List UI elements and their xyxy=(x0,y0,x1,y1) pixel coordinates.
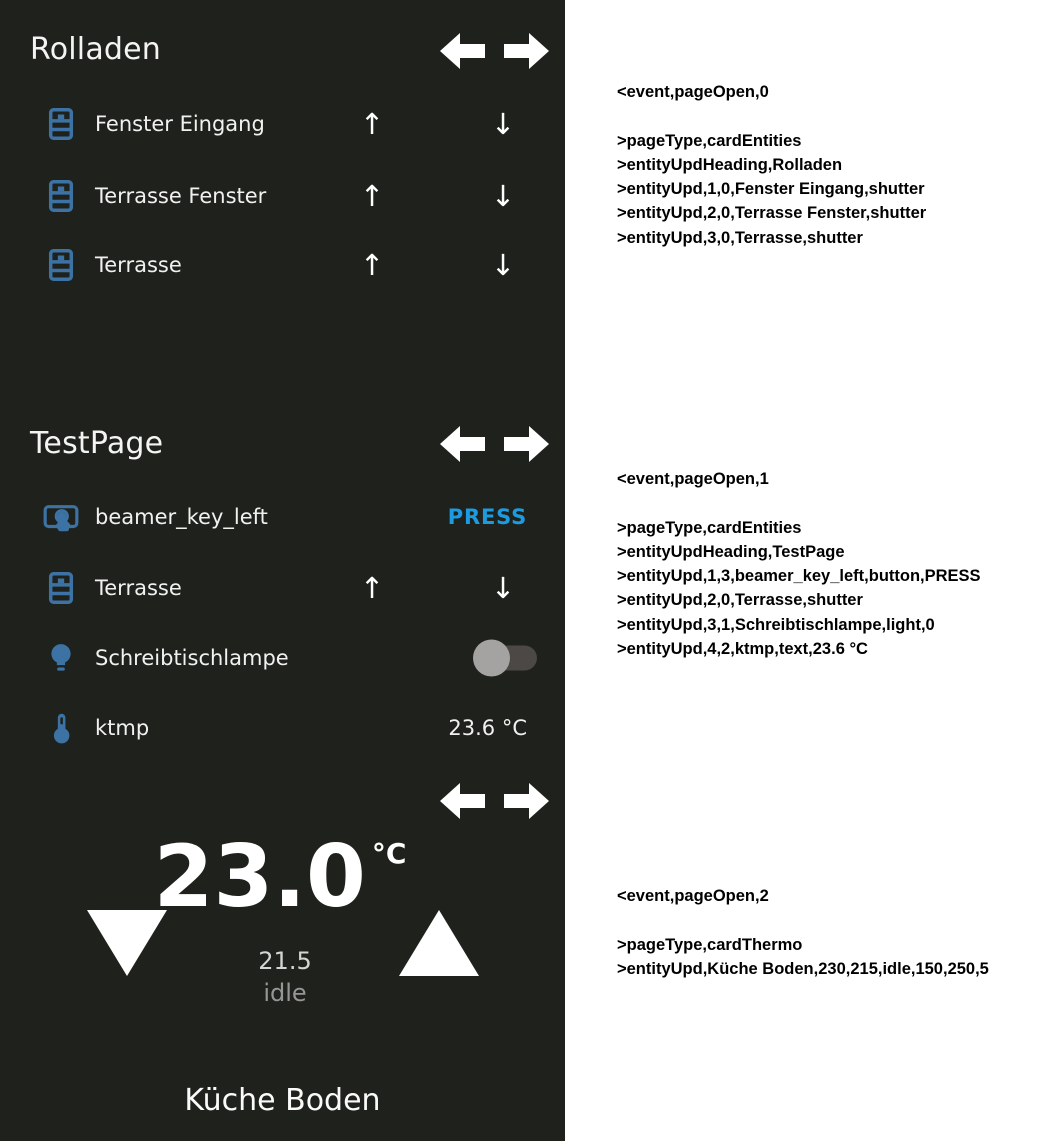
log-line: >entityUpd,Küche Boden,230,215,idle,150,250,5 xyxy=(617,959,989,978)
entity-label: ktmp xyxy=(95,716,150,740)
entity-row xyxy=(0,700,565,756)
nav-left-arrow-icon[interactable] xyxy=(440,31,485,71)
shutter-up-button[interactable]: ↑ xyxy=(359,107,385,141)
log-line: >pageType,cardEntities xyxy=(617,518,802,537)
card2-heading: TestPage xyxy=(30,426,164,461)
log-line: >entityUpd,2,0,Terrasse,shutter xyxy=(617,591,863,610)
target-temperature: 21.5 xyxy=(258,947,312,975)
shutter-up-button[interactable]: ↑ xyxy=(359,248,385,282)
log-line: >pageType,cardEntities xyxy=(617,131,802,150)
press-button[interactable]: PRESS xyxy=(447,505,527,529)
log-line: >entityUpd,1,3,beamer_key_left,button,PRESS xyxy=(617,567,981,586)
entity-label: Terrasse Fenster xyxy=(95,184,267,208)
card3-page-nav xyxy=(440,781,552,821)
log-gap xyxy=(617,491,1041,515)
window-shutter-icon xyxy=(42,246,80,284)
tap-button-icon xyxy=(42,498,80,536)
light-toggle-switch[interactable] xyxy=(473,640,537,677)
log-gap xyxy=(617,908,1041,932)
nav-right-arrow-icon[interactable] xyxy=(504,424,549,464)
window-shutter-icon xyxy=(42,177,80,215)
log-line: >entityUpd,3,1,Schreibtischlampe,light,0 xyxy=(617,615,935,634)
entity-label: Schreibtischlampe xyxy=(95,646,289,670)
nav-left-arrow-icon[interactable] xyxy=(440,781,485,821)
log-block-page0 xyxy=(617,80,1041,250)
log-line: >entityUpdHeading,TestPage xyxy=(617,542,845,561)
entity-label: beamer_key_left xyxy=(95,505,268,529)
log-line: >entityUpd,4,2,ktmp,text,23.6 °C xyxy=(617,640,868,659)
log-line: >entityUpd,2,0,Terrasse Fenster,shutter xyxy=(617,204,927,223)
log-gap xyxy=(617,104,1041,128)
card2-page-nav xyxy=(440,424,552,464)
entity-row xyxy=(0,96,565,152)
entity-row xyxy=(0,168,565,224)
nav-right-arrow-icon[interactable] xyxy=(504,31,549,71)
shutter-down-button[interactable]: ↓ xyxy=(490,571,516,605)
current-temperature xyxy=(120,827,440,927)
temperature-value: 23.6 °C xyxy=(448,716,527,740)
temperature-unit: °C xyxy=(371,837,407,870)
shutter-down-button[interactable]: ↓ xyxy=(490,248,516,282)
shutter-down-button[interactable]: ↓ xyxy=(490,179,516,213)
hvac-state: idle xyxy=(263,979,307,1007)
window-shutter-icon xyxy=(42,569,80,607)
entity-row xyxy=(0,560,565,616)
log-event-line: <event,pageOpen,1 xyxy=(617,470,769,488)
log-line: >pageType,cardThermo xyxy=(617,935,803,954)
nav-right-arrow-icon[interactable] xyxy=(504,781,549,821)
card1-page-nav xyxy=(440,31,552,71)
thermometer-icon xyxy=(42,709,80,747)
nav-left-arrow-icon[interactable] xyxy=(440,424,485,464)
shutter-up-button[interactable]: ↑ xyxy=(359,179,385,213)
entity-label: Terrasse xyxy=(95,253,182,277)
window-shutter-icon xyxy=(42,105,80,143)
lightbulb-icon xyxy=(42,639,80,677)
shutter-up-button[interactable]: ↑ xyxy=(359,571,385,605)
entity-row xyxy=(0,237,565,293)
shutter-down-button[interactable]: ↓ xyxy=(490,107,516,141)
entity-row xyxy=(0,630,565,686)
log-line: >entityUpdHeading,Rolladen xyxy=(617,155,843,174)
log-event-line: <event,pageOpen,0 xyxy=(617,83,769,101)
card1-heading: Rolladen xyxy=(30,32,162,67)
log-line: >entityUpd,1,0,Fenster Eingang,shutter xyxy=(617,180,925,199)
log-event-line: <event,pageOpen,2 xyxy=(617,887,769,905)
entity-row xyxy=(0,489,565,545)
current-temperature-value: 23.0 xyxy=(153,827,366,927)
log-block-page1 xyxy=(617,467,1041,661)
log-line: >entityUpd,3,0,Terrasse,shutter xyxy=(617,228,863,247)
toggle-knob xyxy=(473,640,510,677)
entity-label: Terrasse xyxy=(95,576,182,600)
thermostat-title: Küche Boden xyxy=(184,1083,381,1118)
entity-label: Fenster Eingang xyxy=(95,112,265,136)
log-block-page2 xyxy=(617,884,1041,981)
